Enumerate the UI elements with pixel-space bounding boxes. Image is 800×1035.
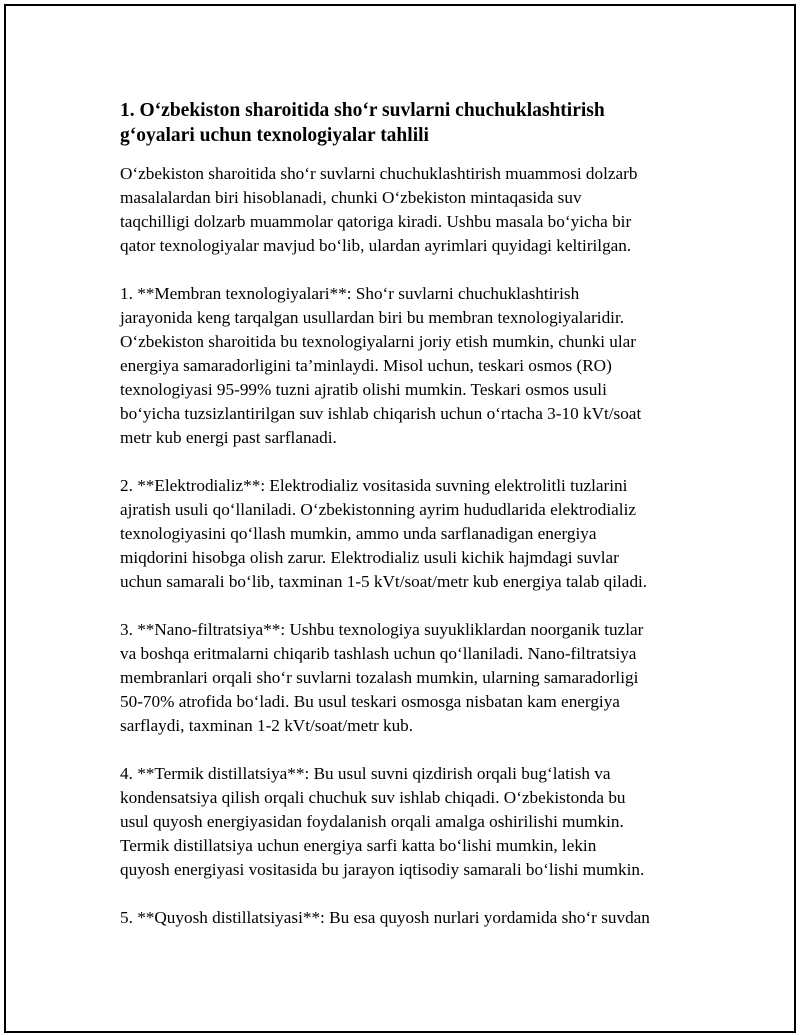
document-page [4,4,796,1033]
paragraph-electrodialysis: 2. **Elektrodializ**: Elektrodializ vositasida suvning elektrolitli tuzlarini ajratish usuli qo‘llaniladi. O‘zbekistonning ayrim hududlarida elektrodializ texnologiyasini qo‘llash mumkin, ammo unda sarflanadigan energiya miqdorini hisobga olish zarur. Elektrodializ usuli kichik hajmdagi suvlar uchun samarali bo‘lib, taxminan 1-5 kVt/soat/metr kub energiya talab qiladi. [120,476,648,591]
document-body [120,98,710,954]
paragraph-membrane: 1. **Membran texnologiyalari**: Sho‘r suvlarni chuchuklashtirish jarayonida keng tarqalgan usullardan biri bu membran texnologiyalaridir. O‘zbekiston sharoitida bu texnologiyalarni joriy etish mumkin, chunki ular energiya samaradorligini ta’minlaydi. Misol uchun, teskari osmos (RO) texnologiyasi 95-99% tuzni ajratib olishi mumkin. Teskari osmos usuli bo‘yicha tuzsizlantirilgan suv ishlab chiqarish uchun o‘rtacha 3-10 kVt/soat metr kub energi past sarflanadi. [120,284,642,447]
paragraph-solar-distillation: 5. **Quyosh distillatsiyasi**: Bu esa quyosh nurlari yordamida sho‘r suvdan [120,908,650,927]
paragraph-nanofiltration: 3. **Nano-filtratsiya**: Ushbu texnologiya suyukliklardan noorganik tuzlar va boshqa eritmalarni chiqarib tashlash uchun qo‘llaniladi. Nano-filtratsiya membranlari orqali sho‘r suvlarni tozalash mumkin, ularning samaradorligi 50-70% atrofida bo‘ladi. Bu usul teskari osmosga nisbatan kam energiya sarflaydi, taxminan 1-2 kVt/soat/metr kub. [120,620,644,735]
document-title: 1. O‘zbekiston sharoitida sho‘r suvlarni chuchuklashtirish g‘oyalari uchun texnologiyalar tahlili [120,100,605,146]
intro-paragraph: O‘zbekiston sharoitida sho‘r suvlarni chuchuklashtirish muammosi dolzarb masalalardan biri hisoblanadi, chunki O‘zbekiston mintaqasida suv taqchilligi dolzarb muammolar qatoriga kiradi. Ushbu masala bo‘yicha bir qator texnologiyalar mavjud bo‘lib, ulardan ayrimlari quyidagi keltirilgan. [120,164,638,255]
paragraph-thermal-distillation: 4. **Termik distillatsiya**: Bu usul suvni qizdirish orqali bug‘latish va kondensatsiya qilish orqali chuchuk suv ishlab chiqadi. O‘zbekistonda bu usul quyosh energiyasidan foydalanish orqali amalga oshirilishi mumkin. Termik distillatsiya uchun energiya sarfi katta bo‘lishi mumkin, lekin quyosh energiyasi vositasida bu jarayon iqtisodiy samarali bo‘lishi mumkin. [120,764,645,879]
